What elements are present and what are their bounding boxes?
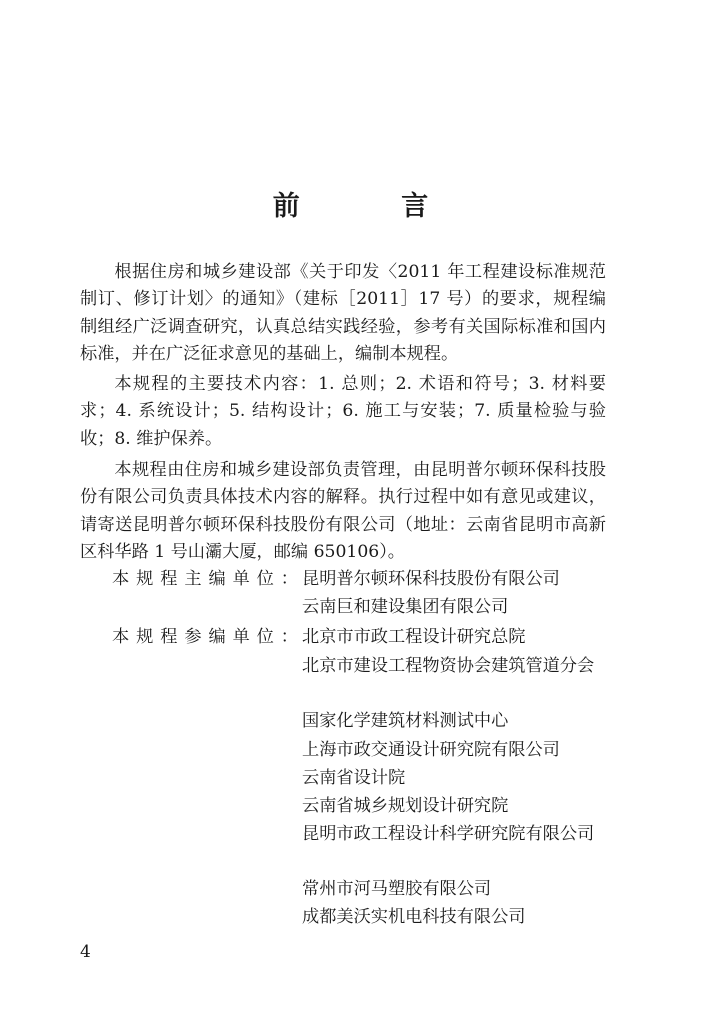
participating-unit-item: 昆明市政工程设计科学研究院有限公司 — [302, 824, 595, 844]
chief-units-label: 本规程主编单位： — [112, 569, 298, 589]
intro-paragraph: 根据住房和城乡建设部《关于印发〈2011 年工程建设标准规范制订、修订计划〉的通知》（建标［2011］17 号）的要求，规程编制组经广泛调查研究，认真总结实践经验，参考有关国际标准和国内标准，并在广泛征求意见的基础上，编制本规程。 — [80, 262, 606, 364]
participating-unit-item: 云南省设计院 — [302, 768, 406, 788]
participating-unit-item: 常州市河马塑胶有限公司 — [302, 879, 492, 899]
page-title: 前 言 — [272, 191, 475, 222]
participating-unit-item: 云南省城乡规划设计研究院 — [302, 796, 509, 816]
page-number: 4 — [80, 942, 91, 962]
participating-units-label: 本规程参编单位： — [112, 627, 298, 647]
technical-content-paragraph: 本规程的主要技术内容：1. 总则；2. 术语和符号；3. 材料要求；4. 系统设计；5. 结构设计；6. 施工与安装；7. 质量检验与验收；8. 维护保养。 — [80, 374, 606, 449]
participating-unit-item: 北京市市政工程设计研究总院 — [302, 627, 526, 647]
chief-unit-item: 昆明普尔顿环保科技股份有限公司 — [302, 569, 560, 589]
participating-unit-item: 国家化学建筑材料测试中心 — [302, 711, 509, 731]
participating-unit-item: 成都美沃实机电科技有限公司 — [302, 907, 526, 927]
participating-unit-item: 北京市建设工程物资协会建筑管道分会 — [302, 656, 595, 676]
management-paragraph: 本规程由住房和城乡建设部负责管理，由昆明普尔顿环保科技股份有限公司负责具体技术内容的解释。执行过程中如有意见或建议，请寄送昆明普尔顿环保科技股份有限公司（地址：云南省昆明市高新区科华路 1 号山灞大厦，邮编 650106）。 — [80, 460, 606, 562]
participating-unit-item: 上海市政交通设计研究院有限公司 — [302, 740, 560, 760]
chief-unit-item: 云南巨和建设集团有限公司 — [302, 597, 509, 617]
